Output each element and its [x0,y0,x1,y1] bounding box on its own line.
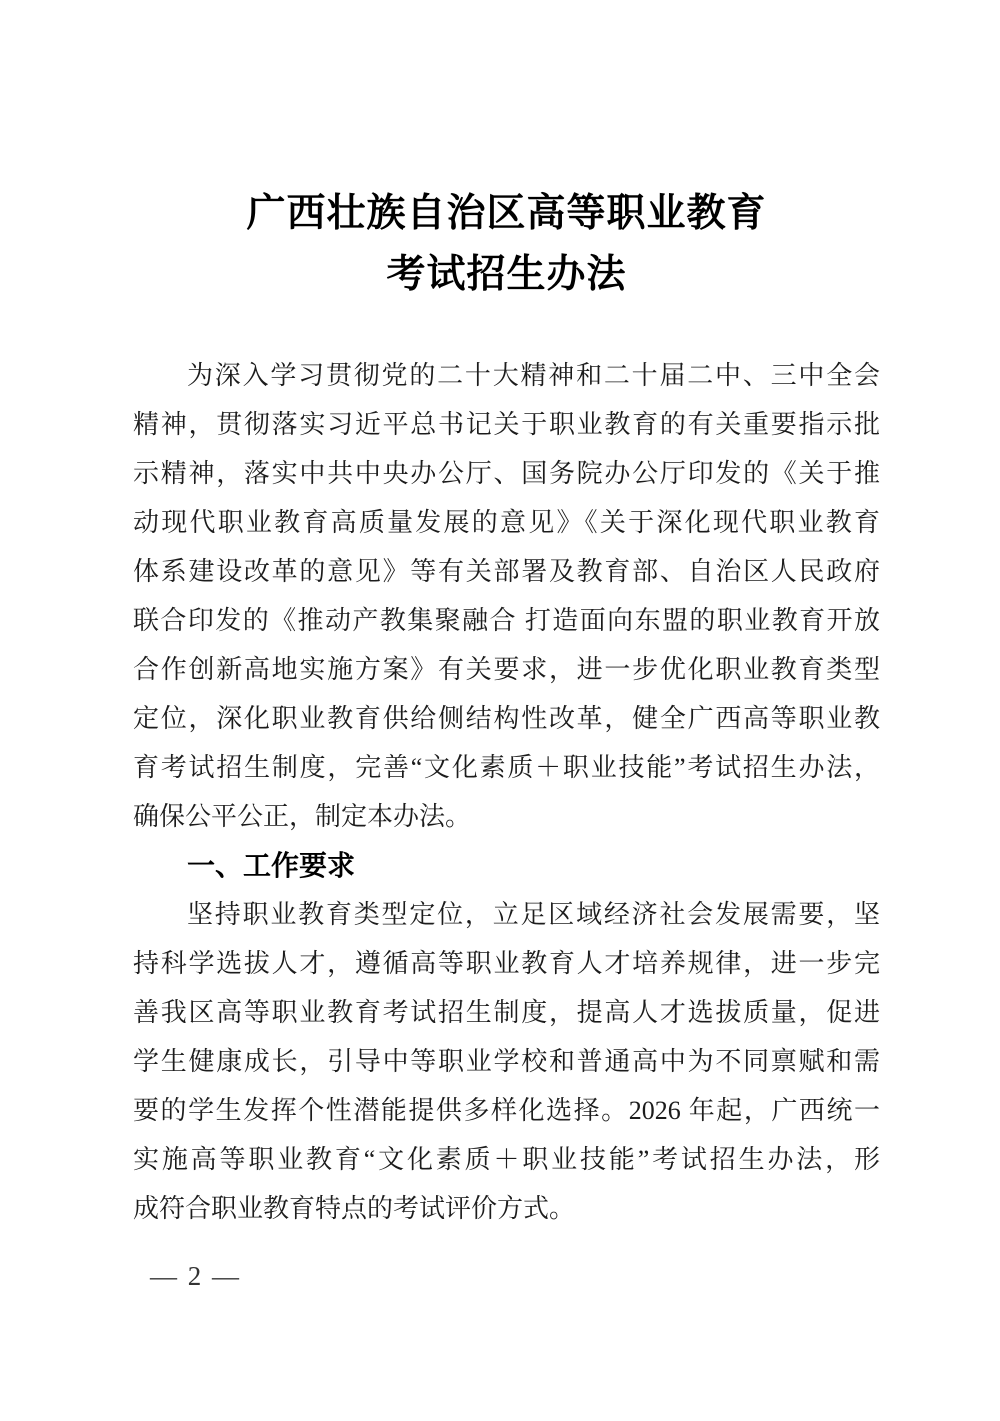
page-number: — 2 — [150,1261,241,1291]
paragraph-line: 坚持职业教育类型定位，立足区域经济社会发展需要，坚 [187,900,880,929]
paragraph-line: 育考试招生制度，完善“文化素质＋职业技能”考试招生办法， [133,753,880,782]
paragraph-line: 体系建设改革的意见》等有关部署及教育部、自治区人民政府 [133,557,880,586]
paragraph-line: 持科学选拔人才，遵循高等职业教育人才培养规律，进一步完 [133,949,880,978]
paragraph-line: 合作创新高地实施方案》有关要求，进一步优化职业教育类型 [133,655,880,684]
paragraph-line: 精神，贯彻落实习近平总书记关于职业教育的有关重要指示批 [133,410,880,439]
paragraph-line: 善我区高等职业教育考试招生制度，提高人才选拔质量，促进 [133,998,880,1027]
paragraph-line: 为深入学习贯彻党的二十大精神和二十届二中、三中全会 [187,361,880,390]
paragraph-line: 联合印发的《推动产教集聚融合 打造面向东盟的职业教育开放 [133,606,880,635]
document-title [133,183,880,305]
title-line-1: 广西壮族自治区高等职业教育 [246,192,767,235]
paragraph-line: 定位，深化职业教育供给侧结构性改革，健全广西高等职业教 [133,704,880,733]
paragraph-line: 学生健康成长，引导中等职业学校和普通高中为不同禀赋和需 [133,1047,880,1076]
paragraph-line: 实施高等职业教育“文化素质＋职业技能”考试招生办法，形 [133,1145,880,1174]
paragraph-line: 要的学生发挥个性潜能提供多样化选择。2026 年起，广西统一 [133,1096,880,1125]
paragraph-line: 确保公平公正，制定本办法。 [133,802,472,831]
section-heading: 一、工作要求 [187,850,356,881]
paragraph-line: 示精神，落实中共中央办公厅、国务院办公厅印发的《关于推 [133,459,880,488]
paragraph-line: 动现代职业教育高质量发展的意见》《关于深化现代职业教育 [133,508,880,537]
document-content [133,183,880,1233]
paragraph-line: 成符合职业教育特点的考试评价方式。 [133,1194,576,1223]
document-body [133,351,880,1233]
title-line-2: 考试招生办法 [386,253,627,296]
